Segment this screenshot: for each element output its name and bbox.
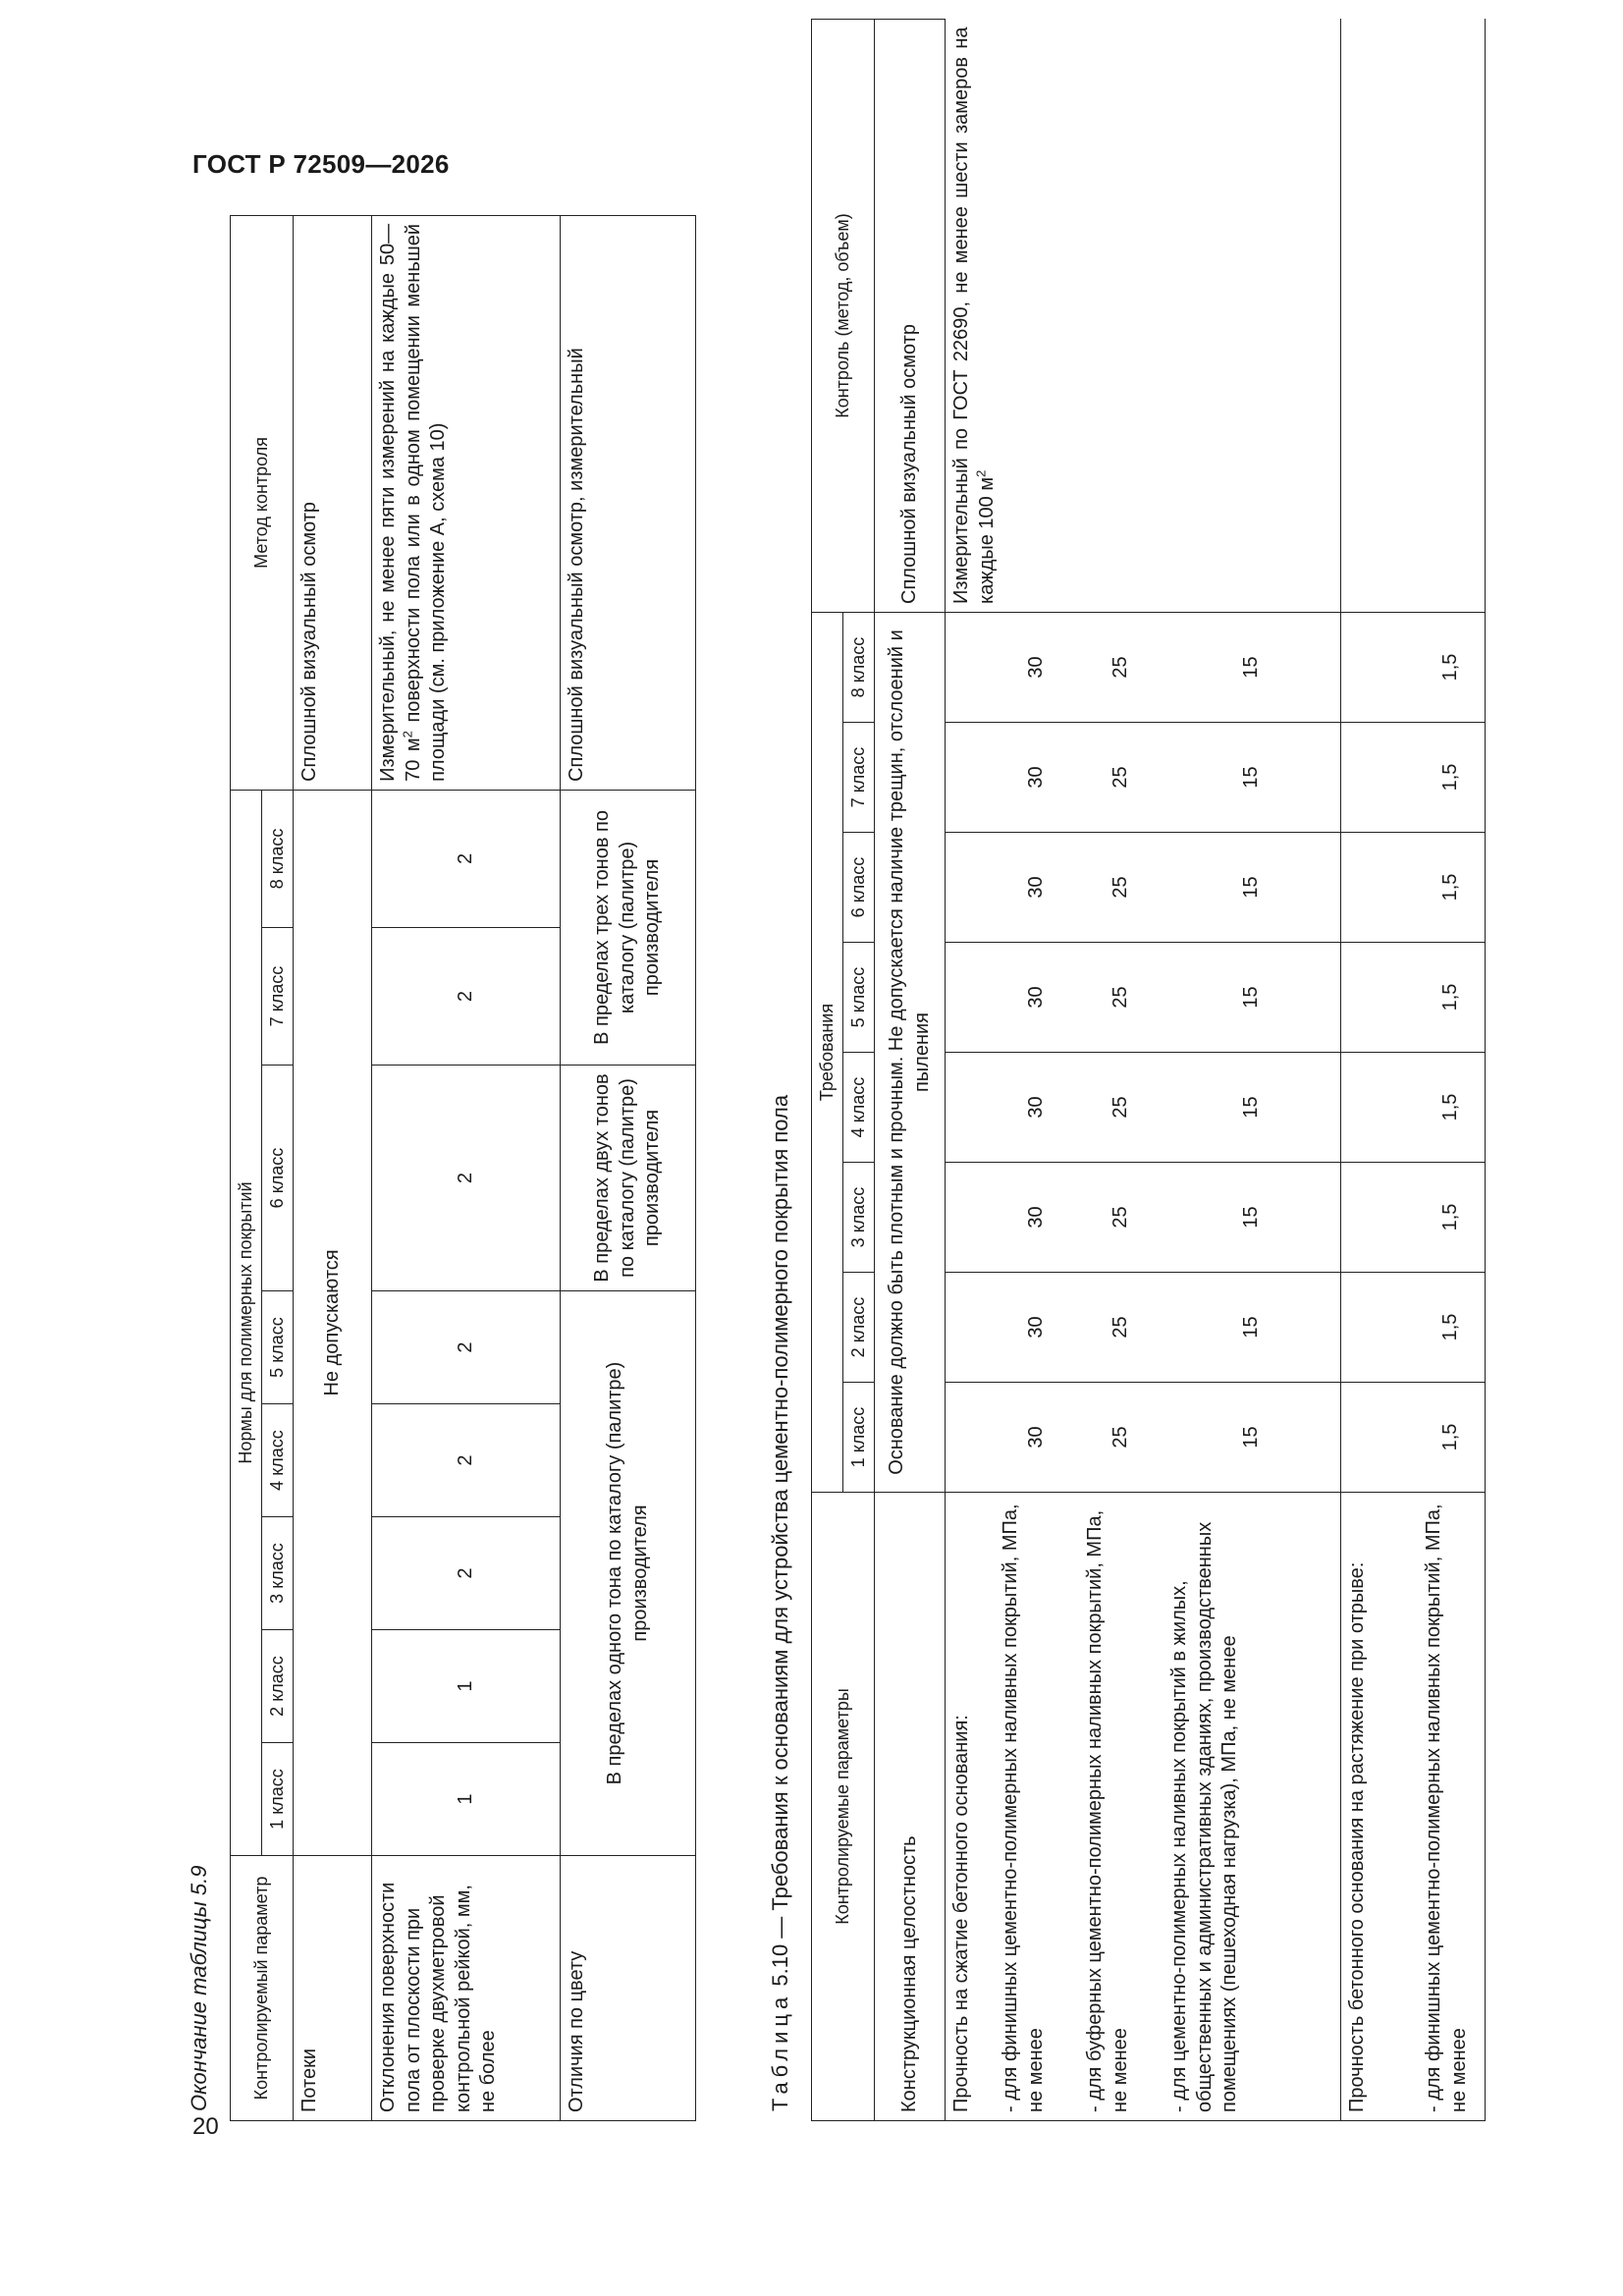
method-text: поверхности пола или в одном помещении меньшей площади (см. приложение А, схема 10) — [402, 223, 450, 782]
class-header: 1 класс — [262, 1743, 294, 1856]
value-cell: 25 — [1109, 656, 1132, 679]
rotated-landscape-content — [187, 20, 1502, 2121]
value-column — [1341, 1053, 1486, 1163]
caption-text: 5.10 — Требования к основаниям для устройства цементно-полимерного покрытия пола — [768, 1094, 792, 1993]
method-cell: Сплошной визуальный осмотр, измерительный — [561, 215, 696, 790]
value-cell: 15 — [1240, 1206, 1263, 1229]
value-cell: 1,5 — [1439, 763, 1462, 792]
value-cell: 1 — [372, 1630, 561, 1743]
value-cell: 30 — [1025, 1096, 1048, 1119]
table-row — [561, 215, 696, 2120]
header-method: Метод контроля — [231, 215, 294, 790]
class-header: 6 класс — [843, 833, 875, 943]
table-row-compressive — [946, 20, 1341, 2121]
value-cell: 2 — [372, 1404, 561, 1517]
group-title: Прочность на сжатие бетонного основания: — [950, 1715, 973, 2112]
param-block-tensile — [1341, 1493, 1486, 2121]
value-cell: 2 — [372, 928, 561, 1066]
header-control: Контроль (метод, объем) — [812, 20, 875, 613]
value-cell: 30 — [1025, 876, 1048, 899]
value-column — [1341, 943, 1486, 1053]
value-cell: 1,5 — [1439, 653, 1462, 682]
class-header: 5 класс — [262, 1291, 294, 1404]
value-cell: 1,5 — [1439, 1313, 1462, 1341]
value-column — [1341, 1163, 1486, 1273]
class-header: 5 класс — [843, 943, 875, 1053]
class-header: 4 класс — [262, 1404, 294, 1517]
header-param: Контролируемый параметр — [231, 1856, 294, 2121]
document-title: ГОСТ Р 72509—2026 — [192, 149, 450, 179]
class-header: 8 класс — [843, 613, 875, 723]
method-text: Измерительный, не менее пяти измерений на каждые 50—70 м — [377, 223, 424, 782]
class-header: 2 класс — [843, 1273, 875, 1383]
table-row — [372, 215, 561, 2120]
class-header: 7 класс — [262, 928, 294, 1066]
class-header: 6 класс — [262, 1066, 294, 1291]
value-cell: 30 — [1025, 1426, 1048, 1449]
value-column — [946, 613, 1341, 723]
value-column — [946, 1273, 1341, 1383]
value-column — [1341, 833, 1486, 943]
value-cell: 1,5 — [1439, 1093, 1462, 1121]
subparam: - для цементно-полимерных наливных покрытий в жилых, общественных и административных зданиях, производственных помещениях (пешеходная нагрузка), МПа, не менее — [1168, 1521, 1241, 2112]
value-cell: 1,5 — [1439, 1423, 1462, 1451]
value-cell: 25 — [1109, 876, 1132, 899]
subparam: - для финишных цементно-полимерных наливных покрытий, МПа, не менее — [1000, 1503, 1047, 2112]
value-cell: 30 — [1025, 656, 1048, 679]
value-cell: 15 — [1240, 766, 1263, 789]
value-cell: 15 — [1240, 1096, 1263, 1119]
value-column — [946, 1163, 1341, 1273]
param-cell: Потеки — [294, 1856, 372, 2121]
control-cell — [946, 20, 1341, 613]
value-cell: 15 — [1240, 656, 1263, 679]
color-group-cell: В пределах двух тонов по каталогу (палитре) производителя — [561, 1066, 696, 1291]
table-row-tensile — [1341, 20, 1486, 2121]
table-5-10 — [811, 19, 1486, 2121]
class-header: 7 класс — [843, 723, 875, 833]
table-5-9 — [230, 215, 696, 2121]
superscript: 2 — [400, 731, 414, 738]
class-header: 1 класс — [843, 1383, 875, 1493]
class-header: 8 класс — [262, 790, 294, 927]
header-norms: Нормы для полимерных покрытий — [231, 790, 262, 1855]
header-requirements: Требования — [812, 613, 843, 1493]
merged-norm-cell: Не допускаются — [294, 790, 372, 1855]
superscript: 2 — [973, 469, 988, 477]
param-block-compressive — [946, 1493, 1341, 2121]
requirement-cell: Основание должно быть плотным и прочным. Не допускается наличие трещин, отслоений и пыления — [875, 613, 946, 1493]
control-cell-empty — [1341, 20, 1486, 613]
color-group-cell: В пределах одного тона по каталогу (палитре) производителя — [561, 1291, 696, 1856]
value-column — [1341, 1273, 1486, 1383]
color-group-cell: В пределах трех тонов по каталогу (палитре) производителя — [561, 790, 696, 1065]
value-column — [946, 723, 1341, 833]
param-cell: Отклонения поверхности пола от плоскости при проверке двухметровой контрольной рейкой, мм, не более — [372, 1856, 561, 2121]
class-header: 3 класс — [262, 1517, 294, 1630]
value-cell: 1,5 — [1439, 873, 1462, 902]
value-cell: 25 — [1109, 1316, 1132, 1339]
value-column — [946, 943, 1341, 1053]
method-cell — [372, 215, 561, 790]
param-cell: Конструкционная целостность — [875, 1493, 946, 2121]
param-cell: Отличия по цвету — [561, 1856, 696, 2121]
class-header: 4 класс — [843, 1053, 875, 1163]
control-cell: Сплошной визуальный осмотр — [875, 20, 946, 613]
value-cell: 25 — [1109, 1206, 1132, 1229]
subparam: - для буферных цементно-полимерных наливных покрытий, МПа, не менее — [1084, 1509, 1131, 2112]
class-header: 3 класс — [843, 1163, 875, 1273]
value-column — [946, 1383, 1341, 1493]
value-cell: 2 — [372, 790, 561, 927]
value-cell: 25 — [1109, 1426, 1132, 1449]
value-cell: 25 — [1109, 1096, 1132, 1119]
value-cell: 1,5 — [1439, 1203, 1462, 1231]
value-column — [946, 1053, 1341, 1163]
value-cell: 15 — [1240, 876, 1263, 899]
value-cell: 15 — [1240, 1316, 1263, 1339]
value-cell: 15 — [1240, 986, 1263, 1009]
value-cell: 15 — [1240, 1426, 1263, 1449]
value-column — [1341, 613, 1486, 723]
value-cell: 30 — [1025, 986, 1048, 1009]
control-text: Измерительный по ГОСТ 22690, не менее шести замеров на каждые 100 м — [950, 27, 998, 604]
value-column — [1341, 723, 1486, 833]
value-cell: 25 — [1109, 986, 1132, 1009]
table-row — [294, 215, 372, 2120]
caption-prefix: Таблица — [768, 1992, 792, 2111]
class-header: 2 класс — [262, 1630, 294, 1743]
value-cell: 30 — [1025, 766, 1048, 789]
value-column — [946, 833, 1341, 943]
page-number: 20 — [192, 2113, 219, 2140]
header-param: Контролируемые параметры — [812, 1493, 875, 2121]
value-cell: 1,5 — [1439, 983, 1462, 1011]
table-5-10-caption — [768, 1095, 793, 2111]
group-title: Прочность бетонного основания на растяжение при отрыве: — [1346, 1561, 1369, 2112]
method-cell: Сплошной визуальный осмотр — [294, 215, 372, 790]
value-cell: 2 — [372, 1066, 561, 1291]
subparam: - для финишных цементно-полимерных наливных покрытий, МПа, не менее — [1423, 1503, 1470, 2112]
value-column — [1341, 1383, 1486, 1493]
value-cell: 2 — [372, 1517, 561, 1630]
table-row — [875, 20, 946, 2121]
table-continuation-caption: Окончание таблицы 5.9 — [187, 1865, 211, 2111]
value-cell: 30 — [1025, 1316, 1048, 1339]
value-cell: 30 — [1025, 1206, 1048, 1229]
value-cell: 25 — [1109, 766, 1132, 789]
value-cell: 1 — [372, 1743, 561, 1856]
value-cell: 2 — [372, 1291, 561, 1404]
